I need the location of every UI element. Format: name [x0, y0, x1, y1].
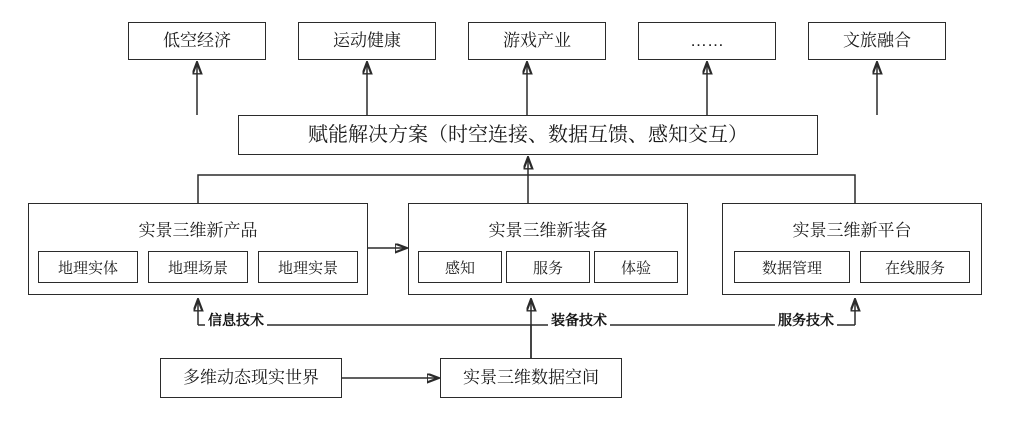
equipment-item: 感知: [418, 251, 502, 283]
application-box: 运动健康: [298, 22, 436, 60]
platform-item: 在线服务: [860, 251, 970, 283]
application-box: 游戏产业: [468, 22, 606, 60]
application-box: ……: [638, 22, 776, 60]
edge-label-information-technology: 信息技术: [205, 310, 267, 330]
equipment-item: 体验: [594, 251, 678, 283]
product-item: 地理实体: [38, 251, 138, 283]
foundation-box-real-world: 多维动态现实世界: [160, 358, 342, 398]
foundation-box-data-space: 实景三维数据空间: [440, 358, 622, 398]
platform-item: 数据管理: [734, 251, 850, 283]
application-box: 低空经济: [128, 22, 266, 60]
group-equipment-title: 实景三维新装备: [488, 221, 608, 240]
group-platform-title: 实景三维新平台: [792, 221, 912, 240]
application-box: 文旅融合: [808, 22, 946, 60]
product-item: 地理实景: [258, 251, 358, 283]
equipment-item: 服务: [506, 251, 590, 283]
group-products-title: 实景三维新产品: [138, 221, 258, 240]
solution-box: 赋能解决方案（时空连接、数据互馈、感知交互）: [238, 115, 818, 155]
product-item: 地理场景: [148, 251, 248, 283]
edge-label-equipment-technology: 装备技术: [548, 310, 610, 330]
edge-label-service-technology: 服务技术: [775, 310, 837, 330]
